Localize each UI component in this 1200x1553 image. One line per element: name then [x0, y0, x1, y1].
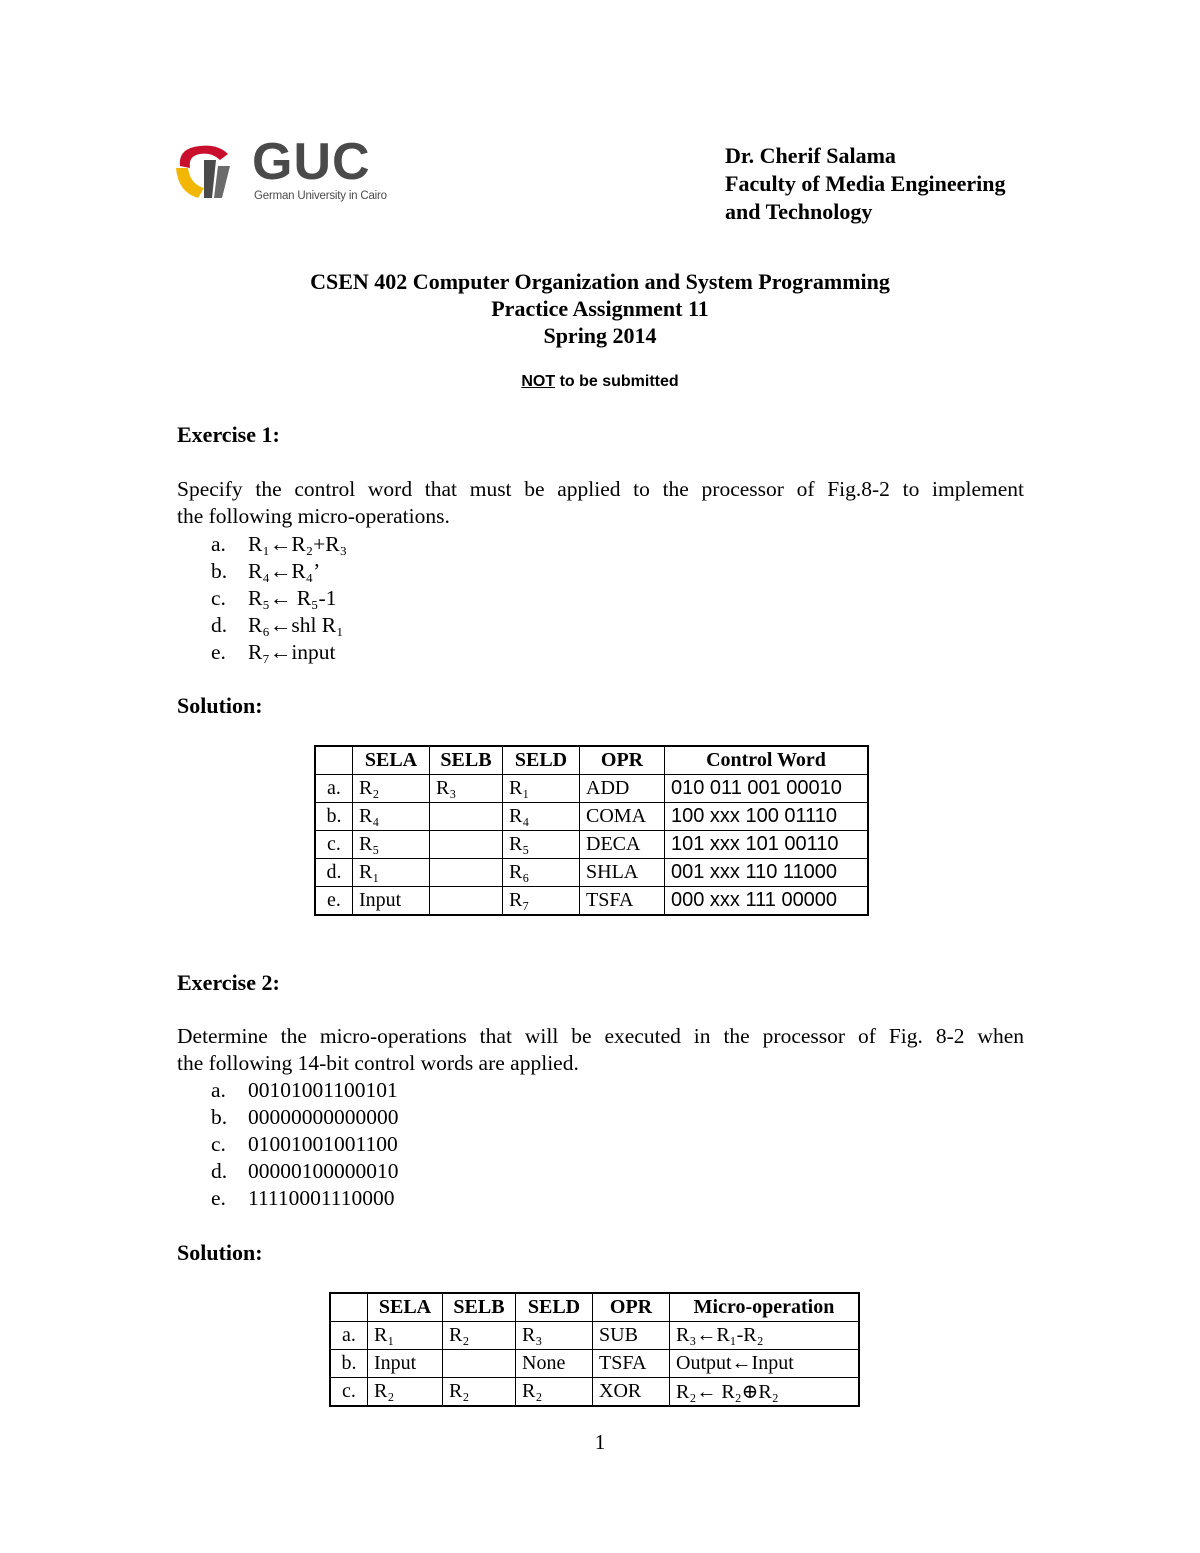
exercise1-prompt-line1: Specify the control word that must be applied to the processor of Fig.8-2 to implement	[177, 477, 1024, 501]
table-row: b. R₄ R₄ COMA 100 xxx 100 01110	[315, 803, 868, 831]
submission-notice	[0, 373, 1200, 391]
exercise2-prompt-line2: the following 14-bit control words are applied.	[177, 1051, 579, 1075]
table-row: a. R₂ R₃ R₁ ADD 010 011 001 00010	[315, 775, 868, 803]
exercise1-list	[211, 531, 347, 666]
assignment-title: Practice Assignment 11	[491, 296, 709, 321]
notice-emphasis: NOT	[521, 373, 556, 390]
control-word-table	[314, 745, 869, 916]
list-item: e. R₇←input	[211, 640, 336, 664]
exercise2-solution-heading: Solution:	[177, 1240, 263, 1265]
logo-subtitle: German University in Cairo	[254, 190, 387, 202]
faculty-line-1: Faculty of Media Engineering	[725, 171, 1006, 196]
notice-rest: to be submitted	[559, 373, 679, 390]
exercise1-solution-heading: Solution:	[177, 693, 263, 718]
exercise1-heading: Exercise 1:	[177, 422, 280, 447]
page-number: 1	[594, 1430, 606, 1454]
micro-operation-table	[329, 1292, 860, 1407]
author-name: Dr. Cherif Salama	[725, 143, 896, 168]
list-item: a. R₁←R₂+R₃	[211, 532, 348, 556]
table-row: c. R₂ R₂ R₂ XOR R₂← R₂⊕R₂	[330, 1378, 859, 1407]
list-item: b. R₄←R₄’	[211, 559, 321, 583]
table-row: b. Input None TSFA Output←Input	[330, 1350, 859, 1378]
list-item: b. 00000000000000	[211, 1105, 399, 1129]
table-row: a. R₁ R₂ R₃ SUB R₃←R₁-R₂	[330, 1322, 859, 1350]
table-header-row: SELA SELB SELD OPR Control Word	[315, 746, 868, 775]
table-header-row: SELA SELB SELD OPR Micro-operation	[330, 1293, 859, 1322]
exercise2-prompt	[177, 1023, 1024, 1077]
list-item: e. 11110001110000	[211, 1186, 395, 1210]
course-title-block	[0, 268, 1200, 349]
table-row: d. R₁ R₆ SHLA 001 xxx 110 11000	[315, 859, 868, 887]
table-row: c. R₅ R₅ DECA 101 xxx 101 00110	[315, 831, 868, 859]
exercise2-prompt-line1: Determine the micro-operations that will be executed in the processor of Fig. 8-2 when	[177, 1024, 1024, 1048]
exercise1-prompt-line2: the following micro-operations.	[177, 504, 450, 528]
list-item: c. R₅← R₅-1	[211, 586, 337, 610]
list-item: a. 00101001100101	[211, 1078, 398, 1102]
list-item: d. 00000100000010	[211, 1159, 399, 1183]
guc-logo	[174, 133, 389, 206]
course-title: CSEN 402 Computer Organization and System Programming	[310, 269, 890, 294]
logo-title: GUC	[252, 133, 371, 191]
list-item: d. R₆←shl R₁	[211, 613, 344, 637]
faculty-line-2: and Technology	[725, 199, 873, 224]
exercise2-heading: Exercise 2:	[177, 970, 280, 995]
exercise1-prompt	[177, 476, 1024, 530]
author-block	[725, 142, 1005, 226]
exercise2-list	[211, 1077, 399, 1212]
term: Spring 2014	[543, 323, 657, 348]
list-item: c. 01001001001100	[211, 1132, 398, 1156]
guc-emblem-icon	[174, 138, 250, 206]
table-row: e. Input R₇ TSFA 000 xxx 111 00000	[315, 887, 868, 916]
